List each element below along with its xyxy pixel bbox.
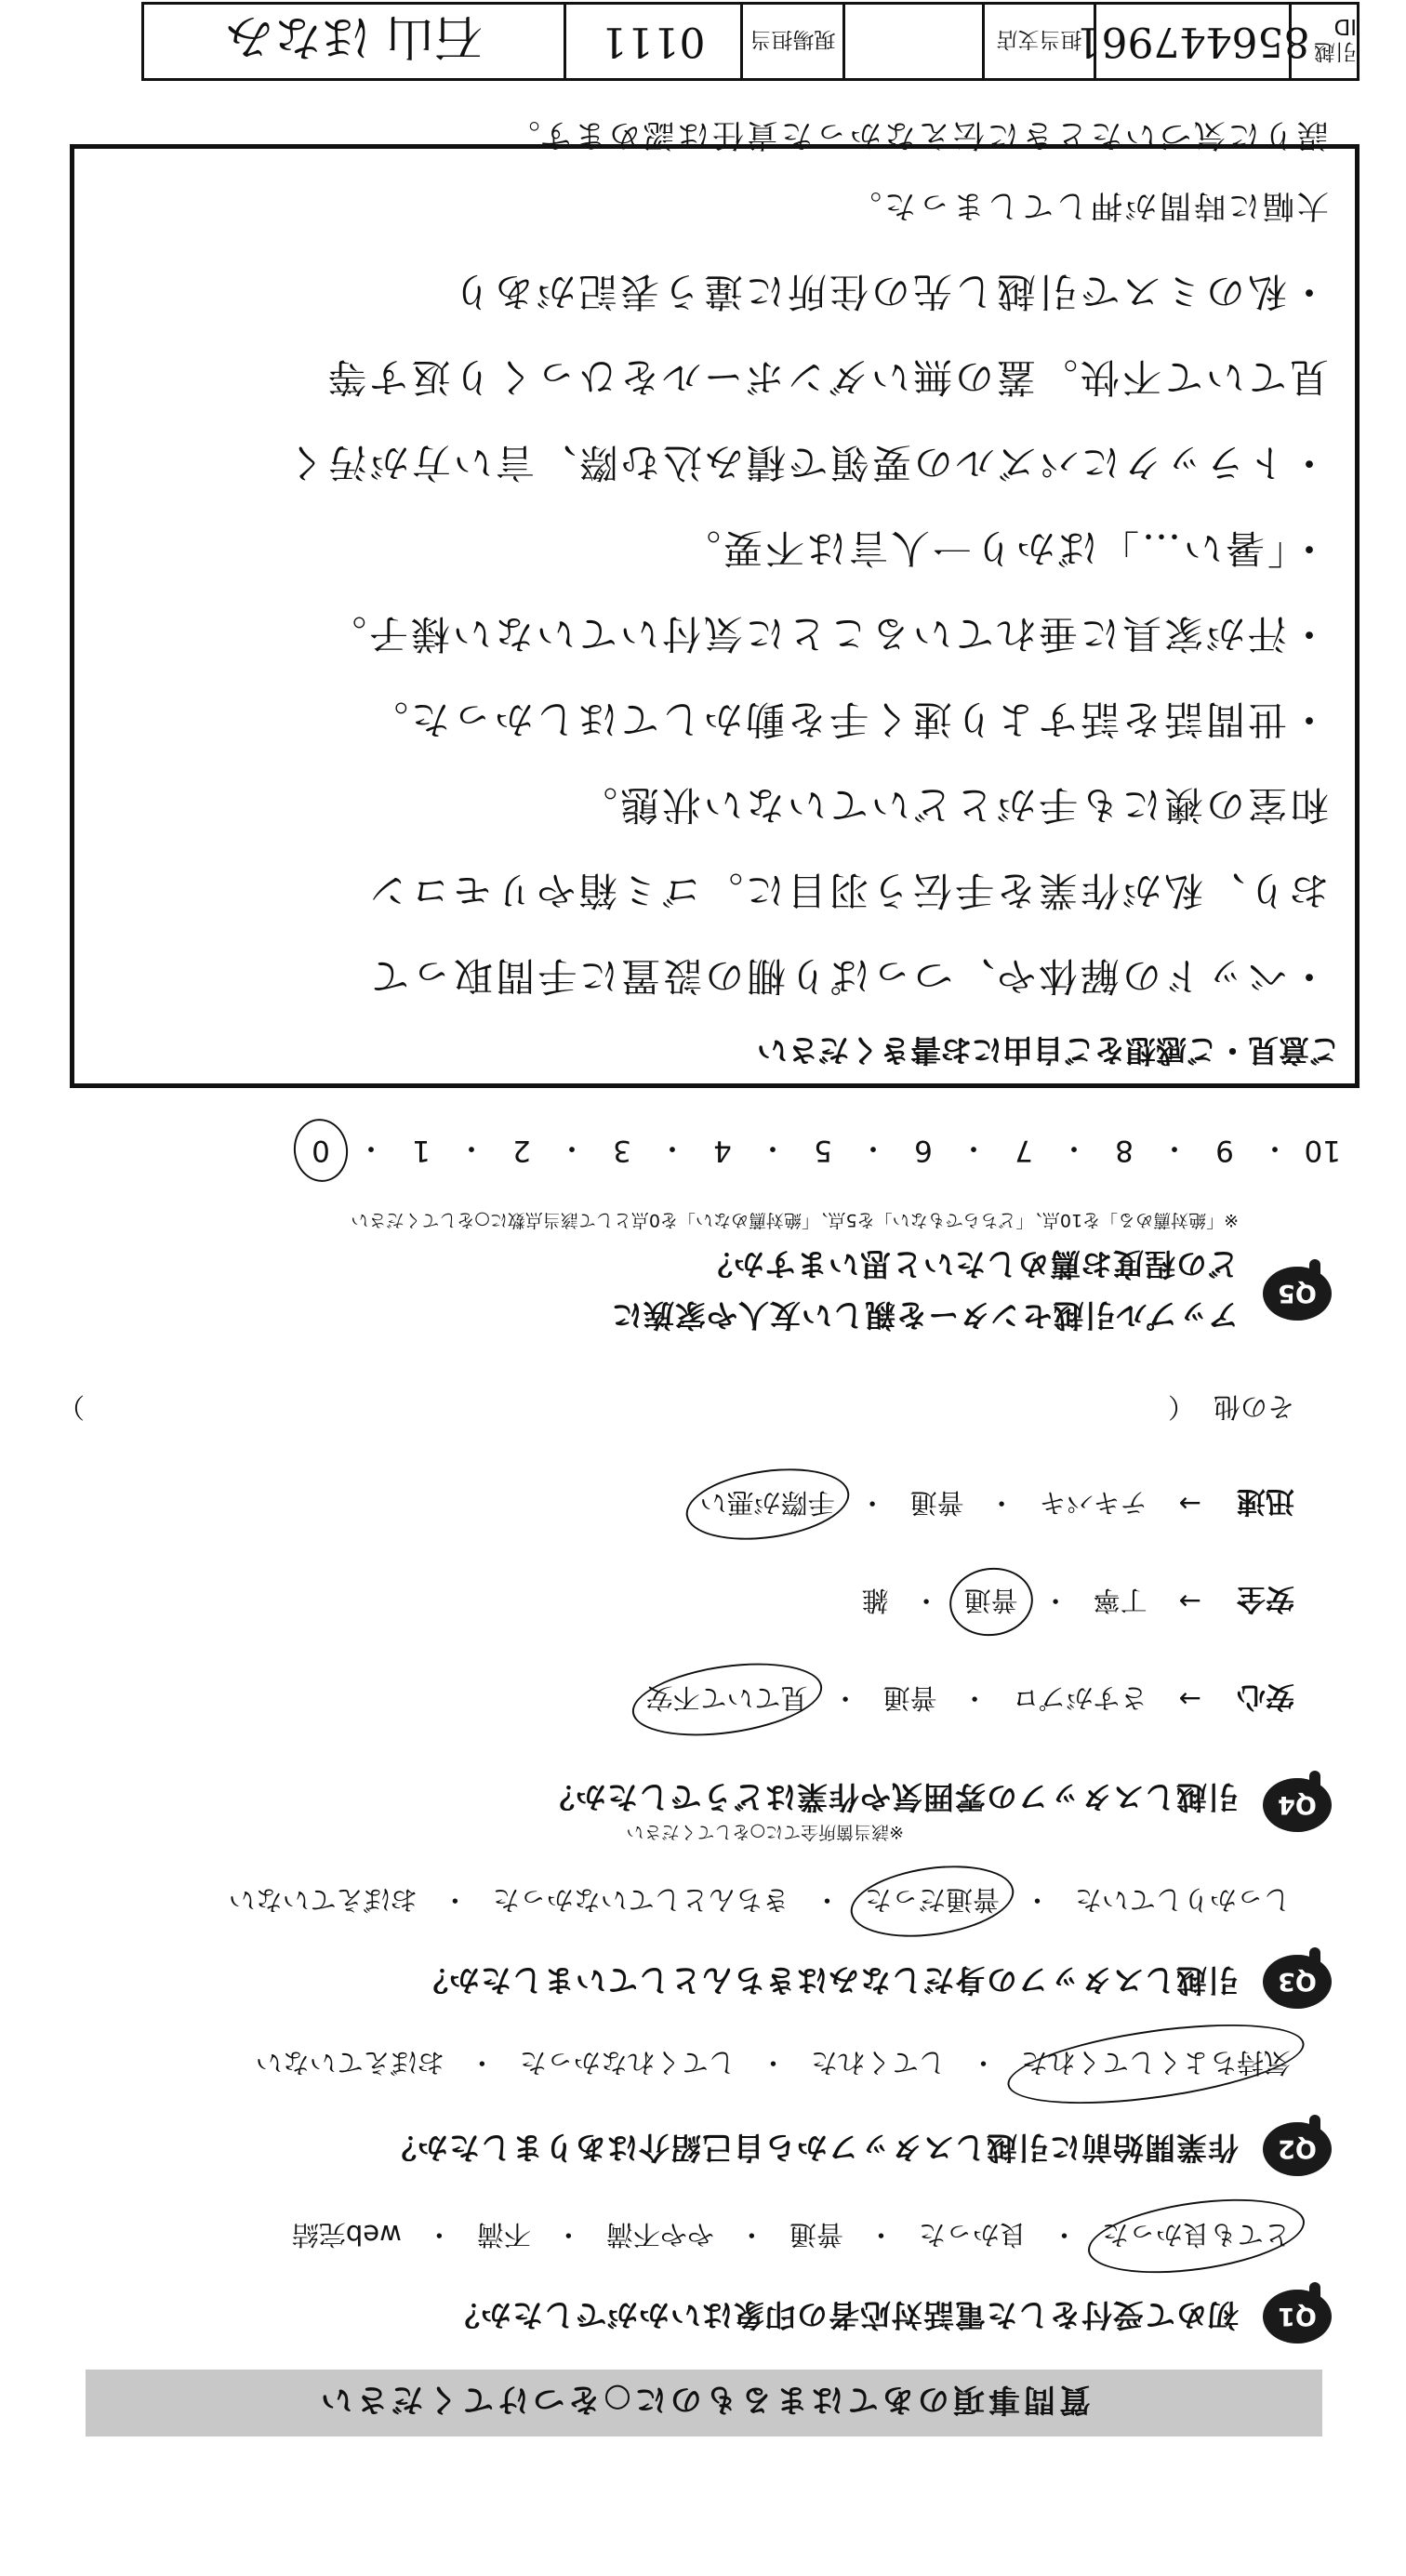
arrow-right-icon: →: [1178, 1488, 1201, 1520]
arrow-right-icon: →: [1178, 1586, 1201, 1618]
q4-other-label: その他: [1213, 1391, 1294, 1423]
q4-other-row: [58, 1389, 1294, 1427]
q3-badge: Q3: [1263, 1955, 1332, 2009]
q2-option-did[interactable]: してくれた: [810, 2047, 946, 2078]
comment-line: 誤りに気づいたときに伝えなかった責任は認めます。: [505, 116, 1329, 153]
q5-scale: 10 ・ 9 ・ 8 ・ 7 ・ 6 ・ 5 ・ 4 ・ 3 ・ 2 ・ 1 ・ 0: [305, 1130, 1341, 1172]
q4-badge: Q4: [1263, 1778, 1332, 1832]
q1-option-very-good[interactable]: とても良かった: [1098, 2217, 1294, 2255]
q4-row-jinsoku: 迅速 → テキパキ ・ 普通 ・ 手際が悪い: [696, 1483, 1294, 1525]
q4-anshin-pro[interactable]: さすがプロ: [1012, 1682, 1147, 1714]
q5-score-0[interactable]: 0: [305, 1135, 337, 1168]
q5-score-6[interactable]: 6: [914, 1134, 933, 1168]
q5-score-7[interactable]: 7: [1015, 1134, 1033, 1168]
comment-title: ご意見・ご感想をご自由にお書きください: [757, 1032, 1340, 1069]
q4-anzen-normal[interactable]: 普通: [961, 1583, 1022, 1621]
q2-option-did-not[interactable]: してくれなかった: [519, 2047, 736, 2078]
q4-row-label: 迅速: [1237, 1484, 1294, 1518]
q4-row-anzen: 安全 → 丁寧 ・ 普通 ・ 雑: [858, 1581, 1294, 1623]
q1-options: とても良かった ・ 良かった ・ 普通 ・ やや不満 ・ 不満 ・ web完結: [288, 2217, 1294, 2255]
q5-score-10[interactable]: 10: [1304, 1134, 1341, 1168]
q3-option-normal[interactable]: 普通だった: [861, 1882, 1003, 1920]
arrow-right-icon: →: [1178, 1683, 1201, 1716]
q5-score-4[interactable]: 4: [713, 1134, 732, 1168]
comment-line: ・世間話を話すより速く手を動かしてほしかった。: [365, 697, 1329, 742]
q3-options: しっかりしていた ・ 普通だった ・ きちんとしていなかった ・ おぼえていない: [225, 1882, 1294, 1920]
q5-score-8[interactable]: 8: [1115, 1134, 1134, 1168]
q5-score-5[interactable]: 5: [814, 1134, 832, 1168]
comment-line: ・「暑い…」ばかり一人言は不要。: [678, 525, 1329, 571]
branch-label: 担当支店: [985, 5, 1096, 78]
q1-option-good[interactable]: 良かった: [918, 2219, 1027, 2251]
q4-row-anshin: 安心 → さすがプロ ・ 普通 ・ 見ていて不安: [643, 1679, 1294, 1720]
move-id-value[interactable]: 856447961: [1096, 5, 1292, 78]
q4-jinsoku-normal[interactable]: 普通: [909, 1487, 964, 1519]
comment-line: ・ベッドの解体や、つっぱり棚の設置に手間取って: [367, 953, 1329, 999]
comment-line: 見ていて不快。蓋の無いダンボールをひっくり返す等: [325, 354, 1329, 400]
q2-badge: Q2: [1263, 2122, 1332, 2176]
q5-score-1[interactable]: 1: [412, 1134, 431, 1168]
q3-option-not-neat[interactable]: きちんとしていなかった: [492, 1884, 789, 1916]
q4-jinsoku-brisk[interactable]: テキパキ: [1039, 1487, 1147, 1519]
q4-row-label: 安心: [1237, 1680, 1294, 1713]
q4-anzen-careful[interactable]: 丁寧: [1093, 1585, 1147, 1616]
q4-jinsoku-clumsy[interactable]: 手際が悪い: [696, 1485, 839, 1523]
move-id-label: 引越ID: [1314, 14, 1357, 63]
q1-badge: Q1: [1263, 2290, 1332, 2344]
q4-anzen-rough[interactable]: 雑: [861, 1585, 889, 1616]
q5-question-line2: どの程度お薦めしたいと思いますか？: [701, 1246, 1239, 1282]
site-staff-value[interactable]: 0111: [566, 5, 743, 78]
q5-score-3[interactable]: 3: [613, 1134, 631, 1168]
q1-question: 初めて受付をした電話対応者の印象はいかがでしたか？: [448, 2297, 1239, 2333]
q4-other-open: （: [1167, 1391, 1195, 1423]
q5-question-line1: アップル引越センターを親しい友人や家族に: [610, 1297, 1239, 1334]
q2-options: 気持ちよくしてくれた ・ してくれた ・ してくれなかった ・ おぼえていない: [252, 2045, 1294, 2083]
branch-value[interactable]: [845, 5, 985, 78]
q4-anshin-normal[interactable]: 普通: [882, 1682, 937, 1714]
comment-line: 和室の襖にも手がとどいていない状態。: [575, 782, 1329, 828]
comment-line: ・私のミスで引越し先の住所に違う表記があり: [449, 269, 1329, 314]
comment-line: ・汗が家具に垂れていることに気付いていない様子。: [324, 611, 1329, 657]
q2-option-dont-remember[interactable]: おぼえていない: [255, 2047, 444, 2078]
site-staff-label: 現場担当: [743, 5, 845, 78]
q3-option-dont-remember[interactable]: おぼえていない: [228, 1884, 418, 1916]
q3-option-neat[interactable]: しっかりしていた: [1074, 1884, 1291, 1916]
q5-note: ※「絶対薦める」を10点、「どちらでもない」を5点、「絶対薦めない」を0点として該当点数に○をしてください: [351, 1210, 1239, 1230]
q4-other-close: ）: [58, 1391, 86, 1423]
q5-score-2[interactable]: 2: [512, 1134, 531, 1168]
q4-row-label: 安全: [1237, 1582, 1294, 1615]
q1-option-web[interactable]: web完結: [291, 2219, 402, 2251]
q3-question: 引越しスタッフの身だしなみはきちんとしていましたか？: [417, 1962, 1239, 1998]
signature: 石山 ほなみ: [144, 5, 566, 78]
q1-option-slightly-dissatisfied[interactable]: やや不満: [605, 2219, 714, 2251]
comment-box[interactable]: [70, 116, 1360, 1088]
comment-line: 大幅に時間が押してしまった。: [847, 187, 1329, 224]
q4-note: ※該当箇所全てに○をしてください: [626, 1822, 904, 1842]
q2-question: 作業開始前に引越しスタッフから自己紹介はありましたか？: [385, 2130, 1239, 2166]
q5-score-9[interactable]: 9: [1215, 1134, 1234, 1168]
q1-option-normal[interactable]: 普通: [789, 2219, 843, 2251]
comment-line: おり、私が作業を手伝う羽目に。ゴミ箱やリモコン: [365, 868, 1329, 913]
footer-table: [141, 2, 1360, 81]
q4-question: 引越しスタッフの雰囲気や作業はどうでしたか？: [543, 1779, 1239, 1815]
q5-badge: Q5: [1263, 1267, 1332, 1321]
instruction-banner: 質問事項のあてはまるものに○をつけてください: [86, 2370, 1322, 2437]
q2-option-pleasant[interactable]: 気持ちよくしてくれた: [1017, 2045, 1294, 2083]
q1-option-dissatisfied[interactable]: 不満: [476, 2219, 531, 2251]
q4-anshin-anxious[interactable]: 見ていて不安: [643, 1680, 812, 1719]
comment-line: ・トラックにパズルの要領で積み込む際、言い方が汚く: [283, 440, 1329, 485]
comment-text: [284, 107, 1329, 1018]
